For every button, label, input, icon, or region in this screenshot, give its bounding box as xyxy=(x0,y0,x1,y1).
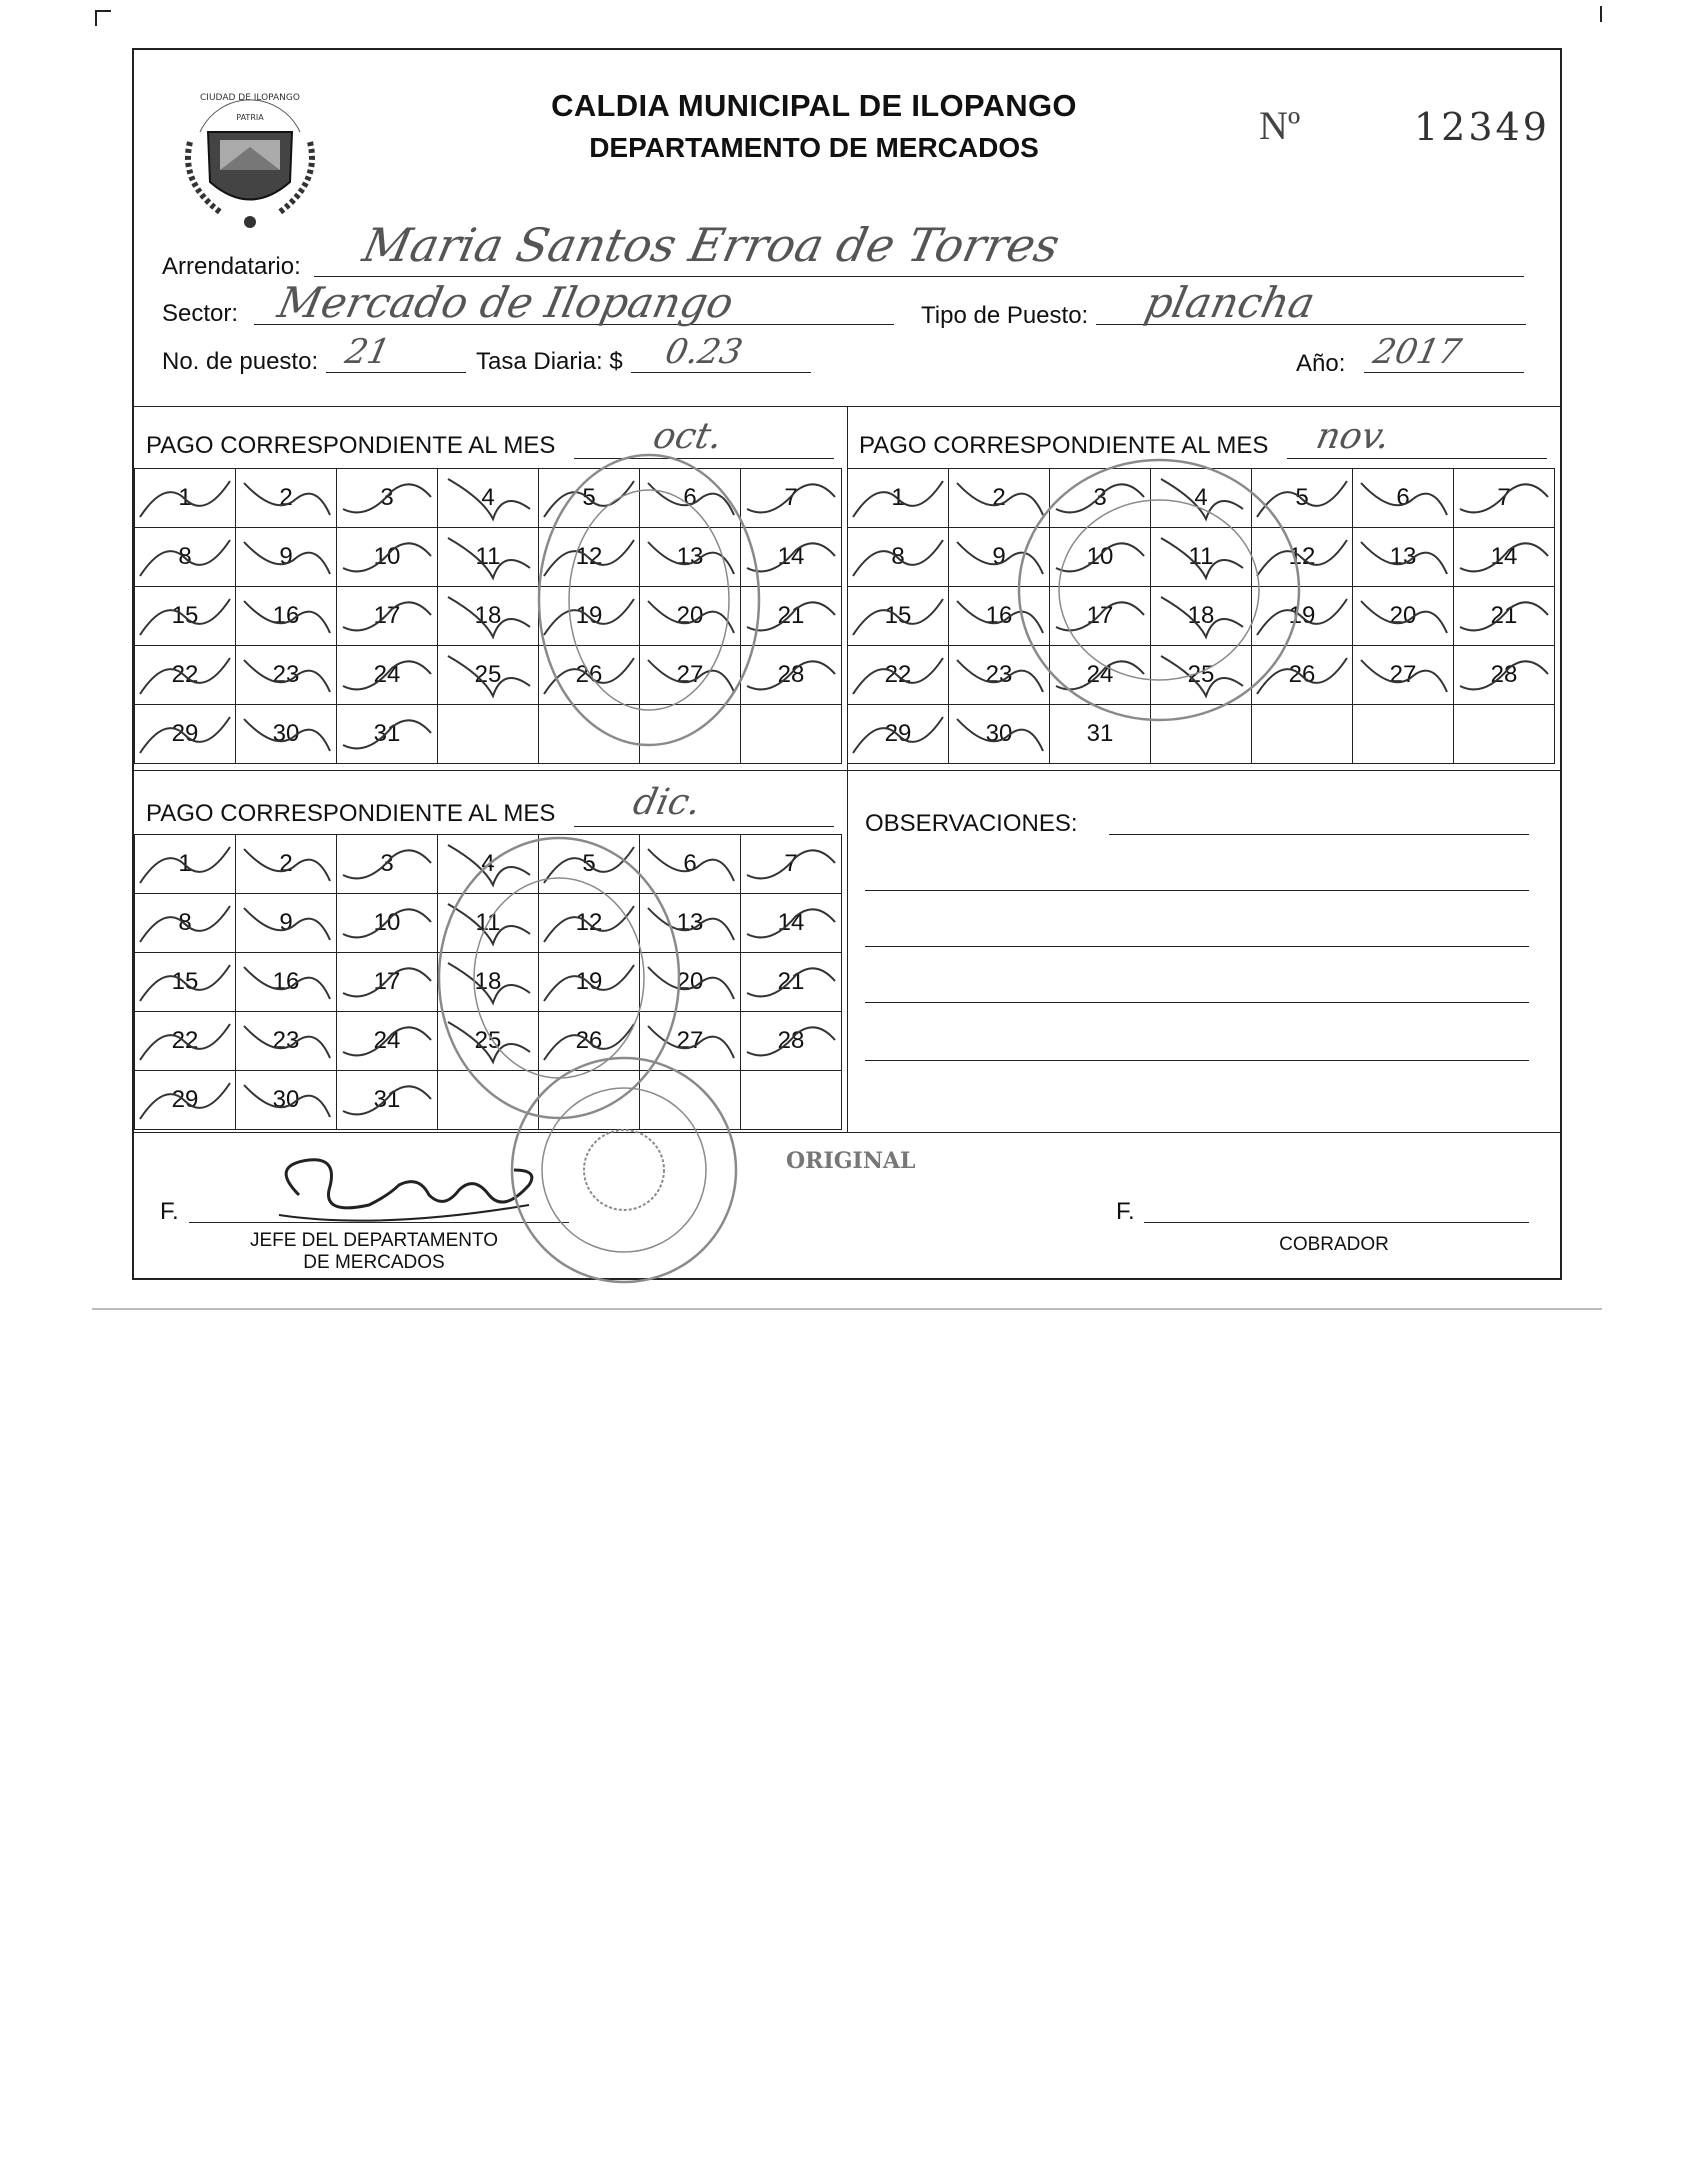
day-cell xyxy=(1050,469,1151,528)
day-cell xyxy=(848,705,949,764)
day-cell xyxy=(539,528,640,587)
day-cell xyxy=(539,953,640,1012)
day-number: 17 xyxy=(1086,602,1114,629)
day-number: 23 xyxy=(272,1027,300,1054)
day-grid-row xyxy=(848,587,1555,646)
observaciones-line-5 xyxy=(865,1060,1529,1061)
department-title: DEPARTAMENTO DE MERCADOS xyxy=(589,132,1039,163)
svg-text:CIUDAD DE ILOPANGO: CIUDAD DE ILOPANGO xyxy=(200,93,300,103)
day-number: 7 xyxy=(1497,484,1511,511)
day-cell xyxy=(949,705,1050,764)
day-cell xyxy=(135,587,236,646)
day-number: 27 xyxy=(676,661,704,688)
empty-day-cell xyxy=(1252,705,1353,764)
day-number: 28 xyxy=(1490,661,1518,688)
signature-f-left: F. xyxy=(160,1198,179,1225)
day-number: 19 xyxy=(575,968,603,995)
day-number: 16 xyxy=(272,968,300,995)
month-line xyxy=(574,826,834,827)
day-cell xyxy=(1050,646,1151,705)
day-number: 4 xyxy=(1194,484,1208,511)
day-cell xyxy=(1454,587,1555,646)
day-number: 21 xyxy=(777,602,805,629)
day-cell xyxy=(337,894,438,953)
day-cell xyxy=(236,1012,337,1071)
signature-line-right xyxy=(1144,1222,1529,1223)
day-number: 23 xyxy=(272,661,300,688)
day-number: 31 xyxy=(373,720,401,747)
day-cell xyxy=(135,953,236,1012)
day-number: 8 xyxy=(891,543,905,570)
day-number: 13 xyxy=(1389,543,1417,570)
day-number: 30 xyxy=(272,720,300,747)
day-cell xyxy=(438,894,539,953)
municipal-seal-logo xyxy=(180,72,320,240)
day-number: 9 xyxy=(279,543,293,570)
month-line xyxy=(1287,458,1547,459)
day-number: 15 xyxy=(171,968,199,995)
day-cell xyxy=(741,646,842,705)
empty-day-cell xyxy=(640,1071,741,1130)
day-number: 26 xyxy=(1288,661,1316,688)
day-cell xyxy=(438,469,539,528)
empty-day-cell xyxy=(438,1071,539,1130)
day-cell xyxy=(949,469,1050,528)
day-cell xyxy=(236,894,337,953)
jefe-caption-line2: DE MERCADOS xyxy=(303,1252,445,1273)
divider-bottom xyxy=(134,1132,1560,1133)
day-cell xyxy=(1151,469,1252,528)
day-cell xyxy=(1151,646,1252,705)
day-cell xyxy=(135,646,236,705)
day-grid-row xyxy=(135,894,842,953)
arrendatario-value: Maria Santos Erroa de Torres xyxy=(358,218,1065,272)
day-cell xyxy=(640,835,741,894)
day-cell xyxy=(848,646,949,705)
day-number: 11 xyxy=(475,909,501,936)
day-number: 29 xyxy=(884,720,912,747)
arrendatario-line xyxy=(314,276,1524,277)
day-number: 9 xyxy=(992,543,1006,570)
day-number: 2 xyxy=(279,484,293,511)
day-number: 30 xyxy=(985,720,1013,747)
day-number: 26 xyxy=(575,661,603,688)
empty-day-cell xyxy=(539,705,640,764)
day-cell xyxy=(1252,469,1353,528)
day-grid-row xyxy=(135,953,842,1012)
day-cell xyxy=(741,587,842,646)
day-cell xyxy=(848,528,949,587)
day-cell xyxy=(438,1012,539,1071)
day-cell xyxy=(1353,587,1454,646)
day-cell xyxy=(135,528,236,587)
day-number: 18 xyxy=(1187,602,1215,629)
day-cell xyxy=(337,835,438,894)
day-number: 8 xyxy=(178,909,192,936)
day-cell xyxy=(438,646,539,705)
day-cell xyxy=(236,646,337,705)
scan-corner-top-left-h xyxy=(95,10,111,12)
day-cell xyxy=(640,528,741,587)
day-number: 13 xyxy=(676,909,704,936)
svg-text:PATRIA: PATRIA xyxy=(236,113,264,122)
observaciones-section xyxy=(847,770,1560,1132)
day-cell xyxy=(741,894,842,953)
month-value: oct. xyxy=(649,416,727,457)
empty-day-cell xyxy=(1353,705,1454,764)
day-cell xyxy=(640,646,741,705)
day-number: 19 xyxy=(1288,602,1316,629)
day-number: 20 xyxy=(676,602,704,629)
month-value: nov. xyxy=(1312,416,1394,457)
day-cell xyxy=(236,587,337,646)
day-grid-row xyxy=(135,1012,842,1071)
day-number: 1 xyxy=(178,850,192,877)
day-number: 24 xyxy=(373,661,401,688)
day-cell xyxy=(640,1012,741,1071)
day-grid-row xyxy=(135,835,842,894)
day-cell xyxy=(135,894,236,953)
day-grid-row xyxy=(135,587,842,646)
office-title: CALDIA MUNICIPAL DE ILOPANGO xyxy=(551,88,1077,123)
day-number: 3 xyxy=(380,850,394,877)
day-cell xyxy=(539,469,640,528)
empty-day-cell xyxy=(640,705,741,764)
day-number: 21 xyxy=(777,968,805,995)
day-number: 3 xyxy=(1093,484,1107,511)
day-number: 31 xyxy=(1086,720,1114,747)
day-number: 15 xyxy=(884,602,912,629)
day-number: 14 xyxy=(777,543,805,570)
day-cell xyxy=(135,1071,236,1130)
day-number: 22 xyxy=(884,661,912,688)
day-number: 11 xyxy=(1188,543,1214,570)
day-cell xyxy=(949,528,1050,587)
tipo-puesto-value: plancha xyxy=(1140,278,1320,327)
puesto-value: 21 xyxy=(341,332,394,372)
day-number: 6 xyxy=(683,484,697,511)
day-number: 29 xyxy=(171,1086,199,1113)
day-cell xyxy=(337,1012,438,1071)
empty-day-cell xyxy=(1454,705,1555,764)
cobrador-caption: COBRADOR xyxy=(1279,1234,1389,1255)
day-number: 3 xyxy=(380,484,394,511)
day-cell xyxy=(337,469,438,528)
day-number: 25 xyxy=(474,1027,502,1054)
receipt-number-label: Nº xyxy=(1259,103,1301,148)
day-grid-row xyxy=(848,646,1555,705)
day-cell xyxy=(337,1071,438,1130)
day-number: 18 xyxy=(474,602,502,629)
day-cell xyxy=(135,835,236,894)
day-cell xyxy=(337,705,438,764)
day-cell xyxy=(438,587,539,646)
day-number: 4 xyxy=(481,850,495,877)
day-cell xyxy=(1454,469,1555,528)
day-cell xyxy=(337,587,438,646)
day-cell xyxy=(539,894,640,953)
day-cell xyxy=(135,469,236,528)
empty-day-cell xyxy=(438,705,539,764)
day-cell xyxy=(640,894,741,953)
month-title-label: PAGO CORRESPONDIENTE AL MES xyxy=(859,432,1269,459)
day-number: 31 xyxy=(373,1086,401,1113)
day-cell xyxy=(135,705,236,764)
day-number: 14 xyxy=(777,909,805,936)
tasa-value: 0.23 xyxy=(661,332,746,372)
day-number: 7 xyxy=(784,850,798,877)
day-number: 28 xyxy=(777,1027,805,1054)
day-grid-row xyxy=(135,528,842,587)
day-cell xyxy=(1151,528,1252,587)
tasa-line xyxy=(631,372,811,373)
day-number: 16 xyxy=(272,602,300,629)
day-cell xyxy=(539,646,640,705)
day-grid-row xyxy=(135,705,842,764)
sector-value: Mercado de Ilopango xyxy=(273,278,738,327)
jefe-caption-line1: JEFE DEL DEPARTAMENTO xyxy=(249,1230,499,1251)
day-cell xyxy=(741,469,842,528)
month-section-nov xyxy=(847,406,1560,770)
day-number: 17 xyxy=(373,968,401,995)
day-cell xyxy=(236,469,337,528)
anio-label: Año: xyxy=(1296,350,1346,377)
day-number: 1 xyxy=(891,484,905,511)
day-cell xyxy=(1050,587,1151,646)
day-number: 25 xyxy=(474,661,502,688)
day-cell xyxy=(1050,528,1151,587)
empty-day-cell xyxy=(539,1071,640,1130)
day-cell xyxy=(640,953,741,1012)
day-number: 12 xyxy=(575,909,603,936)
day-grid-row xyxy=(135,1071,842,1130)
day-number: 15 xyxy=(171,602,199,629)
day-cell xyxy=(848,469,949,528)
day-cell xyxy=(236,835,337,894)
observaciones-label: OBSERVACIONES: xyxy=(865,810,1078,837)
day-grid-row xyxy=(848,528,1555,587)
day-number: 20 xyxy=(1389,602,1417,629)
month-title-label: PAGO CORRESPONDIENTE AL MES xyxy=(146,432,556,459)
day-number: 4 xyxy=(481,484,495,511)
signature-line-left xyxy=(189,1222,569,1223)
day-cell xyxy=(640,469,741,528)
day-number: 2 xyxy=(992,484,1006,511)
day-number: 20 xyxy=(676,968,704,995)
day-grid-row xyxy=(848,705,1555,764)
day-cell xyxy=(1252,646,1353,705)
day-number: 2 xyxy=(279,850,293,877)
day-cell xyxy=(848,587,949,646)
month-value: dic. xyxy=(629,782,705,823)
arrendatario-label: Arrendatario: xyxy=(162,253,301,280)
day-number: 27 xyxy=(1389,661,1417,688)
observaciones-line-3 xyxy=(865,946,1529,947)
day-number: 27 xyxy=(676,1027,704,1054)
day-number: 12 xyxy=(1288,543,1316,570)
day-cell xyxy=(949,587,1050,646)
sector-label: Sector: xyxy=(162,300,239,327)
day-number: 5 xyxy=(582,850,596,877)
observaciones-line-4 xyxy=(865,1002,1529,1003)
day-number: 29 xyxy=(171,720,199,747)
day-number: 5 xyxy=(582,484,596,511)
day-cell xyxy=(741,835,842,894)
day-number: 1 xyxy=(178,484,192,511)
day-cell xyxy=(1353,469,1454,528)
day-cell xyxy=(741,1012,842,1071)
day-number: 30 xyxy=(272,1086,300,1113)
day-number: 24 xyxy=(1086,661,1114,688)
receipt-number: 12349 xyxy=(1414,105,1550,149)
day-number: 26 xyxy=(575,1027,603,1054)
day-cell xyxy=(337,953,438,1012)
tasa-label: Tasa Diaria: $ xyxy=(476,348,623,375)
empty-day-cell xyxy=(741,705,842,764)
day-number: 6 xyxy=(1396,484,1410,511)
month-line xyxy=(574,458,834,459)
day-number: 5 xyxy=(1295,484,1309,511)
day-cell xyxy=(741,953,842,1012)
day-number: 10 xyxy=(373,909,401,936)
day-number: 16 xyxy=(985,602,1013,629)
day-number: 24 xyxy=(373,1027,401,1054)
day-cell xyxy=(1050,705,1151,764)
day-cell xyxy=(949,646,1050,705)
observaciones-line-2 xyxy=(865,890,1529,891)
day-cell xyxy=(1454,646,1555,705)
day-number: 11 xyxy=(475,543,501,570)
day-number: 6 xyxy=(683,850,697,877)
day-cell xyxy=(1353,646,1454,705)
day-cell xyxy=(539,1012,640,1071)
day-cell xyxy=(640,587,741,646)
scan-corner-top-right xyxy=(1600,6,1602,22)
day-cell xyxy=(438,835,539,894)
day-cell xyxy=(1151,587,1252,646)
day-cell xyxy=(438,953,539,1012)
puesto-label: No. de puesto: xyxy=(162,348,319,375)
day-grid-row xyxy=(135,469,842,528)
day-number: 7 xyxy=(784,484,798,511)
original-mark: ORIGINAL xyxy=(786,1148,916,1174)
day-cell xyxy=(236,705,337,764)
day-number: 9 xyxy=(279,909,293,936)
day-number: 18 xyxy=(474,968,502,995)
day-number: 10 xyxy=(373,543,401,570)
puesto-line xyxy=(326,372,466,373)
day-cell xyxy=(236,1071,337,1130)
day-number: 23 xyxy=(985,661,1013,688)
anio-line xyxy=(1364,372,1524,373)
day-number: 14 xyxy=(1490,543,1518,570)
day-number: 22 xyxy=(171,661,199,688)
scan-edge-bottom xyxy=(92,1308,1602,1310)
jefe-signature xyxy=(229,1135,569,1235)
day-cell xyxy=(539,835,640,894)
day-cell xyxy=(1252,587,1353,646)
day-grid-oct xyxy=(134,468,842,764)
empty-day-cell xyxy=(741,1071,842,1130)
day-number: 12 xyxy=(575,543,603,570)
day-number: 28 xyxy=(777,661,805,688)
day-cell xyxy=(539,587,640,646)
day-cell xyxy=(236,528,337,587)
day-cell xyxy=(337,528,438,587)
day-grid-nov xyxy=(847,468,1555,764)
month-section-oct xyxy=(134,406,847,770)
day-cell xyxy=(741,528,842,587)
month-section-dic xyxy=(134,770,847,1132)
day-cell xyxy=(337,646,438,705)
day-cell xyxy=(135,1012,236,1071)
empty-day-cell xyxy=(1151,705,1252,764)
observaciones-line-1 xyxy=(1109,834,1529,835)
day-cell xyxy=(438,528,539,587)
day-cell xyxy=(236,953,337,1012)
rental-payment-form xyxy=(132,48,1562,1280)
day-grid-row xyxy=(135,646,842,705)
signature-f-right: F. xyxy=(1116,1198,1135,1225)
day-number: 17 xyxy=(373,602,401,629)
day-number: 8 xyxy=(178,543,192,570)
day-grid-dic xyxy=(134,834,842,1130)
day-number: 21 xyxy=(1490,602,1518,629)
day-number: 22 xyxy=(171,1027,199,1054)
day-number: 19 xyxy=(575,602,603,629)
day-cell xyxy=(1252,528,1353,587)
day-number: 10 xyxy=(1086,543,1114,570)
day-number: 25 xyxy=(1187,661,1215,688)
anio-value: 2017 xyxy=(1369,332,1465,372)
scan-corner-top-left xyxy=(95,10,97,26)
tipo-puesto-label: Tipo de Puesto: xyxy=(921,302,1089,329)
day-cell xyxy=(1353,528,1454,587)
month-title-label: PAGO CORRESPONDIENTE AL MES xyxy=(146,800,556,827)
day-cell xyxy=(1454,528,1555,587)
day-number: 13 xyxy=(676,543,704,570)
day-grid-row xyxy=(848,469,1555,528)
